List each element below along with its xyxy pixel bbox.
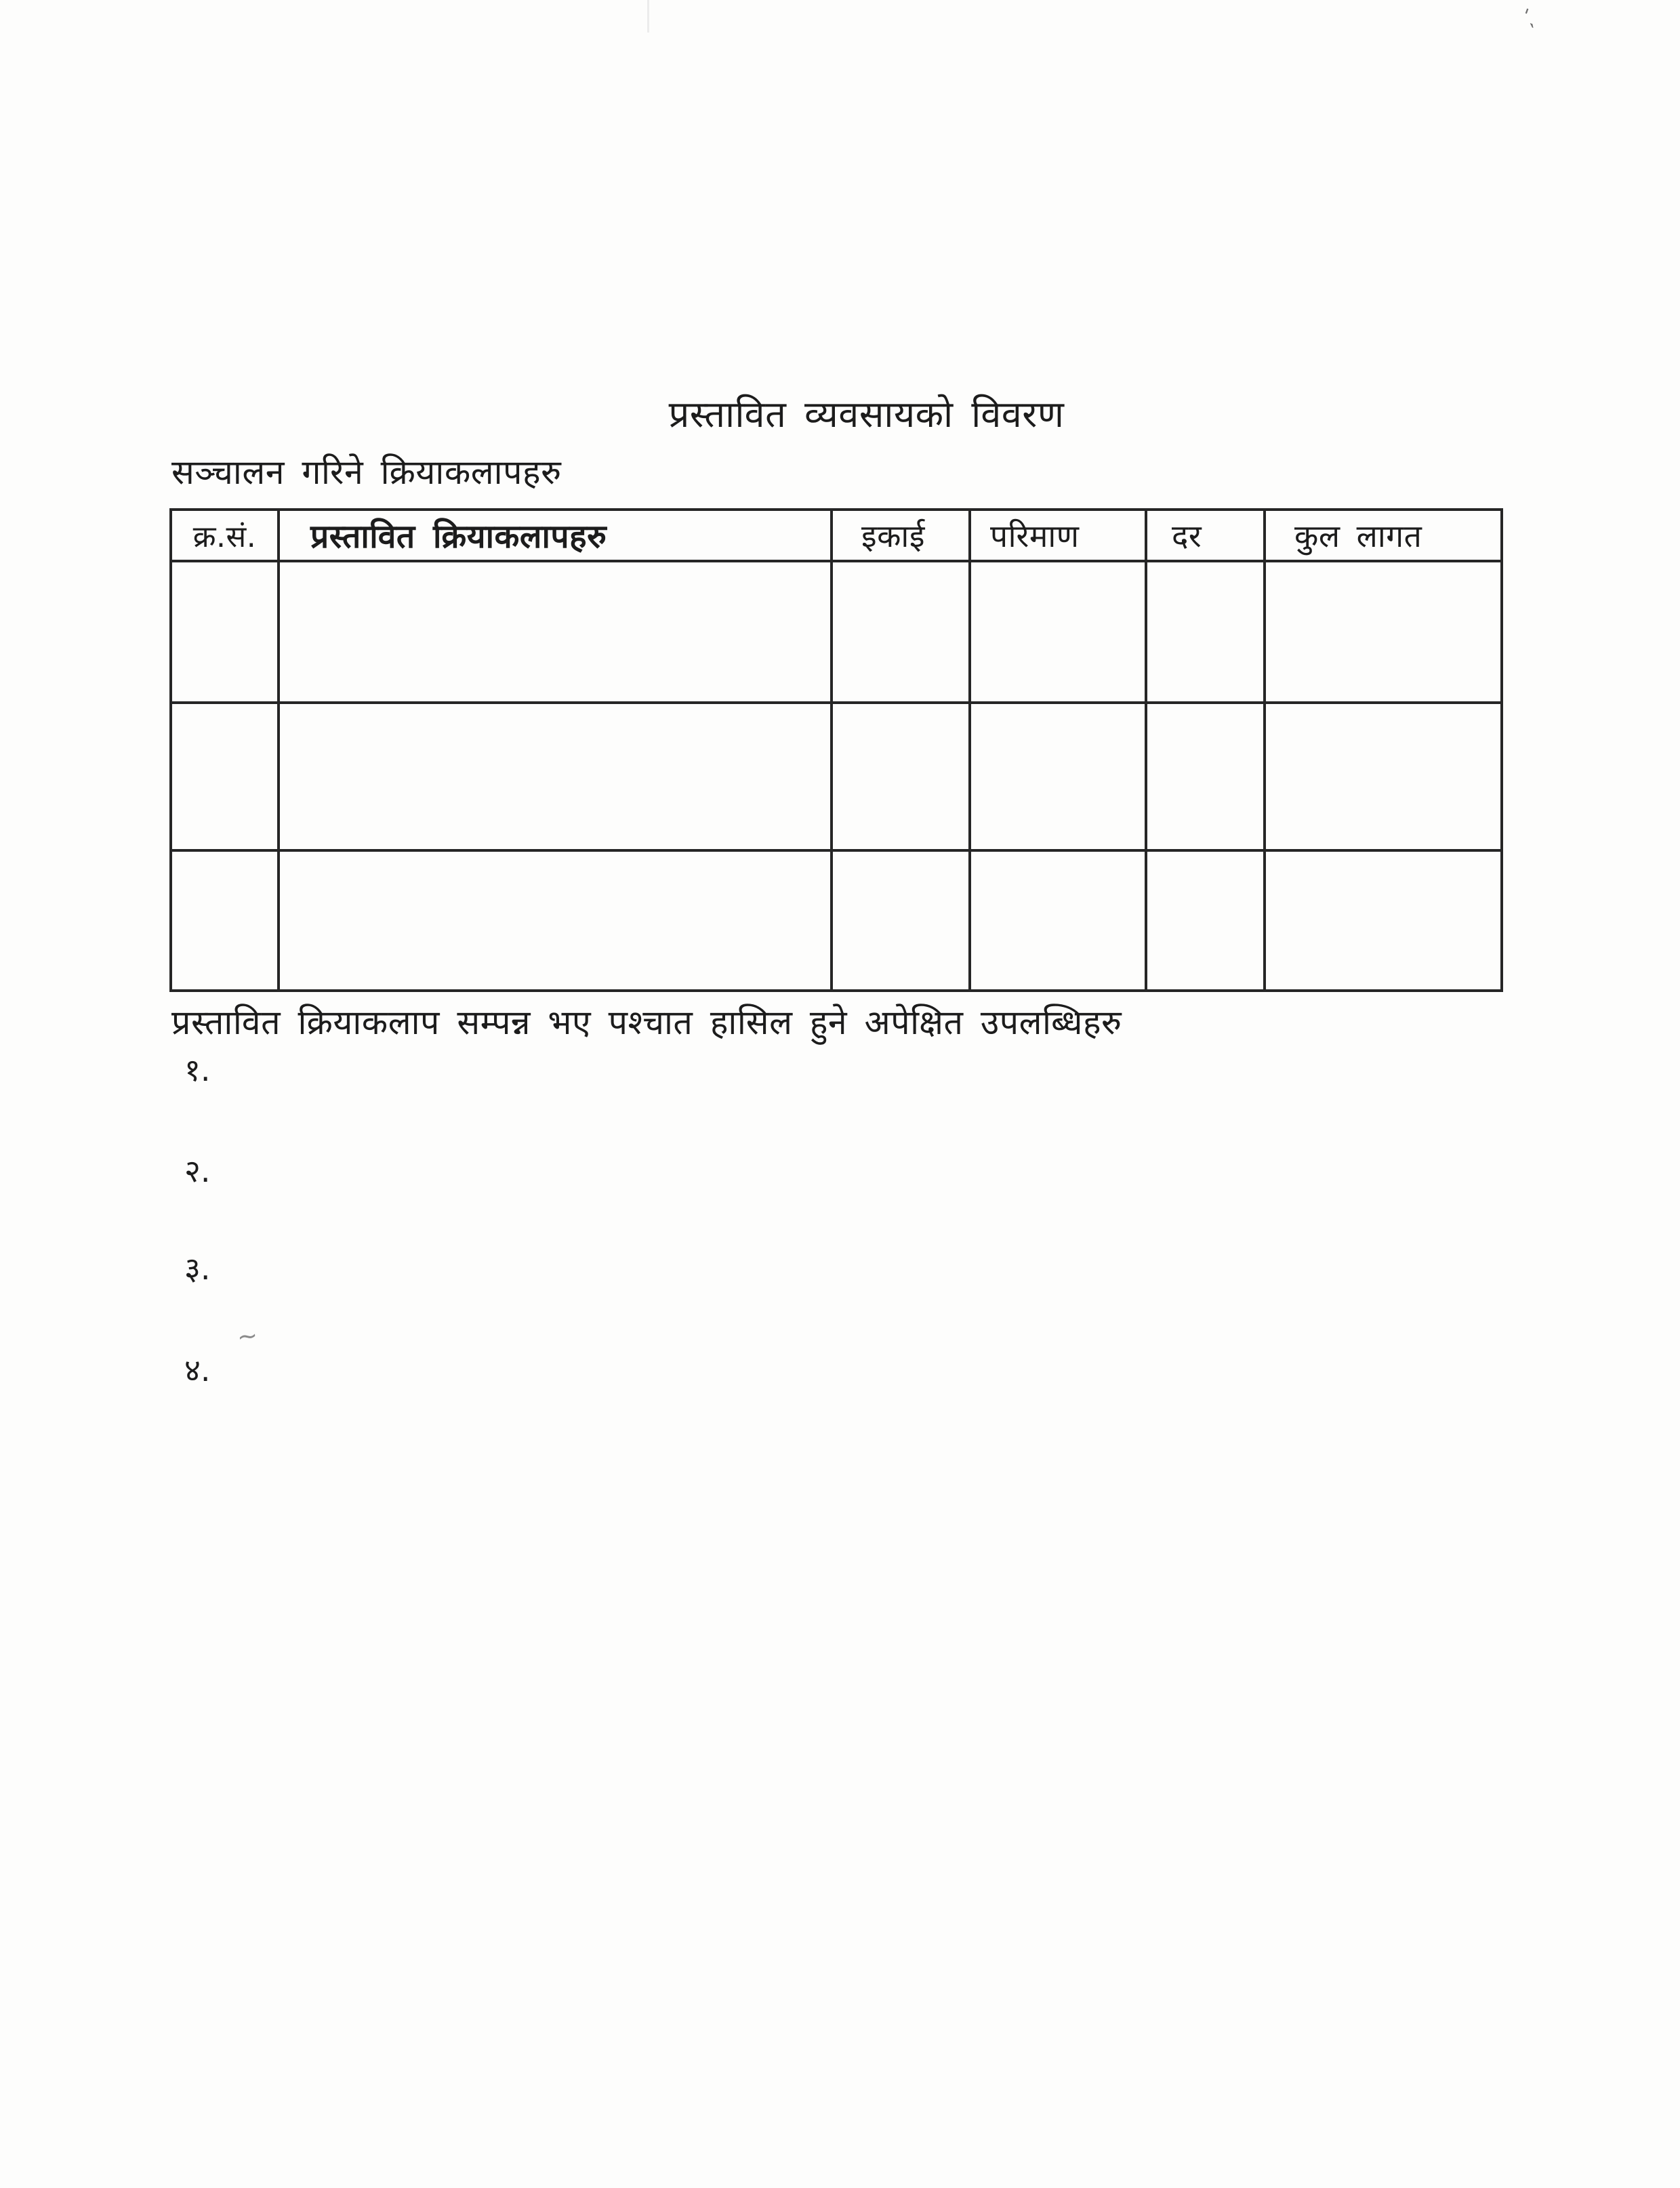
col-header-quantity: परिमाण bbox=[970, 510, 1146, 561]
table-cell bbox=[1146, 850, 1265, 991]
table-cell bbox=[171, 703, 279, 850]
table-cell bbox=[279, 561, 832, 703]
outcomes-list-item-2 bbox=[184, 1153, 211, 1190]
table-cell bbox=[1146, 561, 1265, 703]
table-cell bbox=[1265, 561, 1502, 703]
table-row bbox=[171, 850, 1502, 991]
table-row bbox=[171, 703, 1502, 850]
outcomes-list-item-4 bbox=[184, 1352, 211, 1389]
table-cell bbox=[1265, 850, 1502, 991]
table-cell bbox=[171, 561, 279, 703]
table-header-row bbox=[171, 510, 1502, 561]
scan-streak bbox=[647, 0, 649, 33]
table-cell bbox=[279, 850, 832, 991]
col-header-unit: इकाई bbox=[832, 510, 970, 561]
page-title: प्रस्तावित व्यवसायको विवरण bbox=[668, 393, 1065, 436]
table-cell bbox=[832, 561, 970, 703]
col-header-rate: दर bbox=[1146, 510, 1265, 561]
col-header-total-cost: कुल लागत bbox=[1265, 510, 1502, 561]
table-cell bbox=[970, 703, 1146, 850]
outcomes-heading: प्रस्तावित क्रियाकलाप सम्पन्न भए पश्चात हासिल हुने अपेक्षित उपलब्धिहरु bbox=[171, 1003, 1122, 1042]
table-row bbox=[171, 561, 1502, 703]
col-header-proposed-activities: प्रस्तावित क्रियाकलापहरु bbox=[279, 510, 832, 561]
outcomes-list-item-1 bbox=[184, 1052, 211, 1089]
section-heading-activities: सञ्चालन गरिने क्रियाकलापहरु bbox=[171, 453, 562, 492]
scan-speck: ~ bbox=[235, 1321, 260, 1352]
table-cell bbox=[1146, 703, 1265, 850]
scan-speck: ̍˴ bbox=[1524, 9, 1541, 37]
table-cell bbox=[171, 850, 279, 991]
outcomes-list-item-3 bbox=[184, 1250, 211, 1287]
list-item-number: १. bbox=[184, 1052, 211, 1088]
table-cell bbox=[832, 703, 970, 850]
activities-table bbox=[169, 508, 1503, 992]
table-cell bbox=[832, 850, 970, 991]
list-item-number: २. bbox=[184, 1153, 211, 1189]
list-item-number: ४. bbox=[184, 1352, 211, 1388]
table-cell bbox=[279, 703, 832, 850]
table-cell bbox=[970, 850, 1146, 991]
list-item-number: ३. bbox=[184, 1250, 211, 1287]
col-header-serial-number: क्र.सं. bbox=[171, 510, 279, 561]
table-cell bbox=[970, 561, 1146, 703]
table-cell bbox=[1265, 703, 1502, 850]
